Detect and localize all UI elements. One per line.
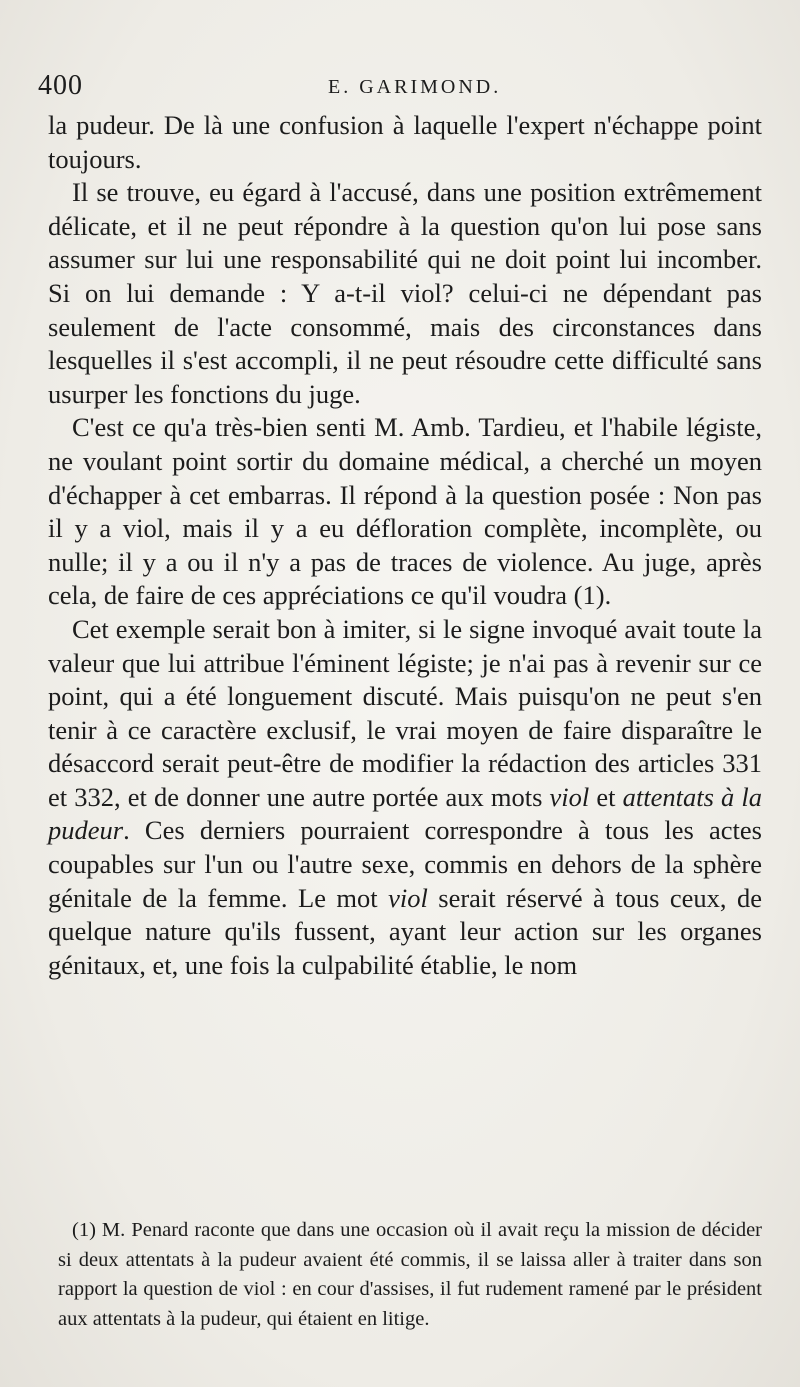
body-text <box>48 109 762 982</box>
paragraph-2: Il se trouve, eu égard à l'accusé, dans une position extrêmement délicate, et il ne peut répondre à la question qu'on lui pose sans assumer sur lui une responsabilité qui ne doit point lui incomber. Si on lui demande : Y a-t-il viol? celui-ci ne dépendant pas seulement de l'acte consommé, mais des circonstances dans lesquelles il s'est accompli, il ne peut résoudre cette difficulté sans usurper les fonctions du juge. <box>48 177 762 409</box>
footnote <box>58 1216 762 1334</box>
running-head: E. GARIMOND. <box>328 76 502 98</box>
page-number: 400 <box>38 70 83 101</box>
paragraph-1: la pudeur. De là une confusion à laquelle l'expert n'échappe point toujours. <box>48 110 762 174</box>
italic-term-viol: viol <box>549 781 590 812</box>
paragraph-4-text-1: Cet exemple serait bon à imiter, si le signe invoqué avait toute la valeur que lui attribue l'éminent légiste; je n'ai pas à revenir sur ce point, qui a été longuement discuté. Mais puisqu'on ne peut s'en tenir à ce caractère exclusif, le vrai moyen de faire disparaître le désaccord serait peut-être de modifier la rédaction des articles 331 et 332, et de donner une autre portée aux mots <box>48 613 762 812</box>
paragraph-4-text-4: serait réservé à tous ceux, de quelque nature qu'ils fussent, ayant leur action sur les organes génitaux, et, une fois la culpabilité établie, le nom <box>48 882 762 980</box>
footnote-marker: (1) <box>72 1219 96 1241</box>
footnote-text: M. Penard raconte que dans une occasion où il avait reçu la mission de décider si deux attentats à la pudeur avaient été commis, il se laissa aller à traiter dans son rapport la question de viol : en cour d'assises, il fut rudement ramené par le président aux attentats à la pudeur, qui étaient en litige. <box>58 1219 762 1330</box>
paragraph-3: C'est ce qu'a très-bien senti M. Amb. Tardieu, et l'habile légiste, ne voulant point sortir du domaine médical, a cherché un moyen d'échapper à cet embarras. Il répond à la question posée : Non pas il y a viol, mais il y a eu défloration complète, incomplète, ou nulle; il y a ou il n'y a pas de traces de violence. Au juge, après cela, de faire de ces appréciations ce qu'il voudra (1). <box>48 412 762 611</box>
footnote-paragraph <box>58 1216 762 1334</box>
italic-term-viol-2: viol <box>388 882 428 913</box>
paragraph-4 <box>48 613 762 983</box>
paragraph-4-text-3: . Ces derniers pourraient correspondre à tous les actes coupables sur l'un ou l'autre sexe, commis en dehors de la sphère génitale de la femme. Le mot <box>48 815 762 913</box>
italic-term-attentats: attentats à la pudeur <box>48 781 762 846</box>
page-header <box>38 70 758 104</box>
paragraph-4-text-2: et <box>589 781 623 812</box>
